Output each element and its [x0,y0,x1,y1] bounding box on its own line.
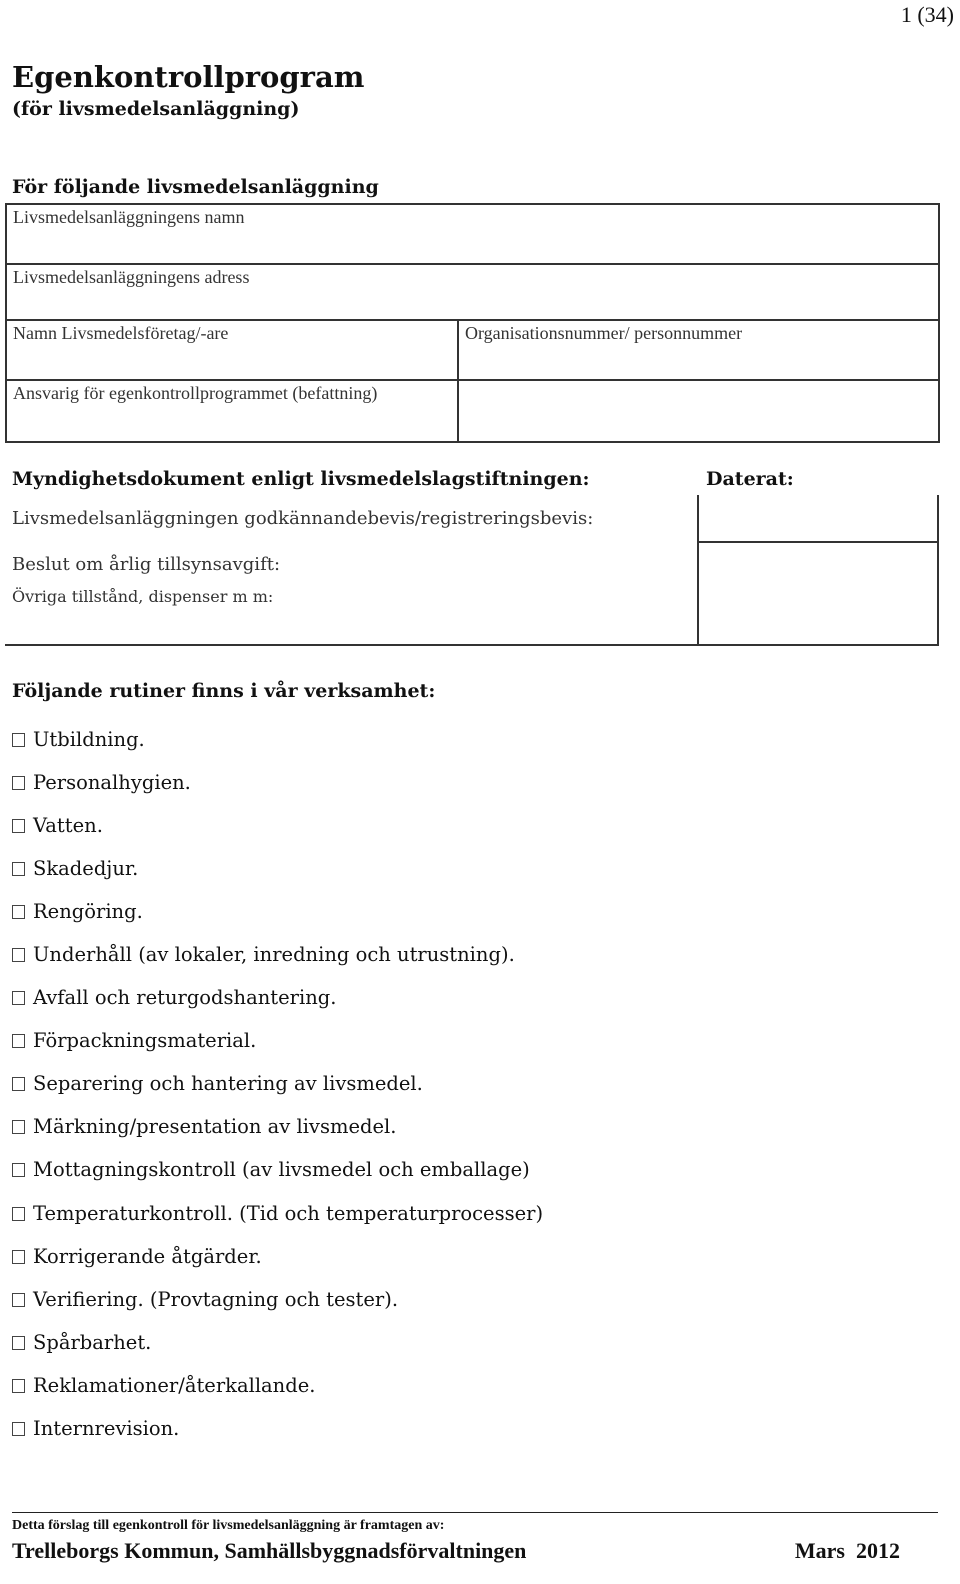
checkbox[interactable] [12,1422,25,1436]
routine-item[interactable]: Separering och hantering av livsmedel. [12,1063,543,1106]
footer-date: Mars 2012 [794,1538,900,1563]
checkbox[interactable] [12,905,25,919]
orgnr-field[interactable] [458,320,939,380]
checkbox[interactable] [12,1120,25,1134]
checkbox[interactable] [12,1293,25,1307]
checkbox[interactable] [12,819,25,833]
routine-item[interactable]: Skadedjur. [12,847,543,890]
routines-heading: Följande rutiner finns i vår verksamhet: [12,680,436,702]
page-title: Egenkontrollprogram [12,60,365,94]
checkbox[interactable] [12,1250,25,1264]
routines-checklist [12,718,543,1451]
routine-item[interactable]: Internrevision. [12,1408,543,1451]
page-subtitle: (för livsmedelsanläggning) [12,98,300,120]
checkbox[interactable] [12,776,25,790]
routine-item[interactable]: Verifiering. (Provtagning och tester). [12,1278,543,1321]
routine-item[interactable]: Mottagningskontroll (av livsmedel och emballage) [12,1149,543,1192]
dated-other-field[interactable] [699,543,937,644]
routine-item[interactable]: Personalhygien. [12,761,543,804]
responsible-field[interactable] [6,380,458,442]
footer-divider [12,1512,938,1513]
operator-field[interactable] [6,320,458,380]
routine-item[interactable]: Temperaturkontroll. (Tid och temperaturprocesser) [12,1192,543,1235]
permits-label: Övriga tillstånd, dispenser m m: [12,587,274,606]
dated-heading: Daterat: [706,468,794,490]
operator-label: Namn Livsmedelsföretag/-are [13,323,229,343]
facility-table [5,203,940,443]
checkbox[interactable] [12,1336,25,1350]
facility-name-field[interactable] [6,204,939,264]
checkbox[interactable] [12,733,25,747]
fee-label: Beslut om årlig tillsynsavgift: [12,554,281,575]
checkbox[interactable] [12,991,25,1005]
approval-label: Livsmedelsanläggningen godkännandebevis/registreringsbevis: [12,508,594,529]
facility-name-label: Livsmedelsanläggningens namn [13,207,245,227]
footer-note: Detta förslag till egenkontroll för livsmedelsanläggning är framtagen av: [12,1518,445,1533]
routine-item[interactable]: Vatten. [12,804,543,847]
footer-author: Trelleborgs Kommun, Samhällsbyggnadsförvaltningen [12,1538,527,1563]
responsible-value-field[interactable] [458,380,939,442]
dated-approval-field[interactable] [699,497,937,541]
checkbox[interactable] [12,1379,25,1393]
routine-item[interactable]: Underhåll (av lokaler, inredning och utrustning). [12,933,543,976]
routine-item[interactable]: Märkning/presentation av livsmedel. [12,1106,543,1149]
facility-address-label: Livsmedelsanläggningens adress [13,267,250,287]
routine-item[interactable]: Avfall och returgodshantering. [12,977,543,1020]
authority-bottom-border [5,644,939,646]
checkbox[interactable] [12,1034,25,1048]
facility-address-field[interactable] [6,264,939,320]
routine-item[interactable]: Spårbarhet. [12,1321,543,1364]
routine-item[interactable]: Utbildning. [12,718,543,761]
checkbox[interactable] [12,1077,25,1091]
page-number: 1 (34) [900,2,954,27]
orgnr-label: Organisationsnummer/ personnummer [465,323,743,343]
checkbox[interactable] [12,1163,25,1177]
responsible-label: Ansvarig för egenkontrollprogrammet (befattning) [13,383,378,403]
checkbox[interactable] [12,948,25,962]
routine-item[interactable]: Reklamationer/återkallande. [12,1364,543,1407]
facility-heading: För följande livsmedelsanläggning [12,176,379,198]
dated-column-right-border [937,495,939,646]
routine-item[interactable]: Rengöring. [12,890,543,933]
checkbox[interactable] [12,862,25,876]
checkbox[interactable] [12,1207,25,1221]
routine-item[interactable]: Korrigerande åtgärder. [12,1235,543,1278]
routine-item[interactable]: Förpackningsmaterial. [12,1020,543,1063]
authority-heading: Myndighetsdokument enligt livsmedelslagstiftningen: [12,468,590,490]
